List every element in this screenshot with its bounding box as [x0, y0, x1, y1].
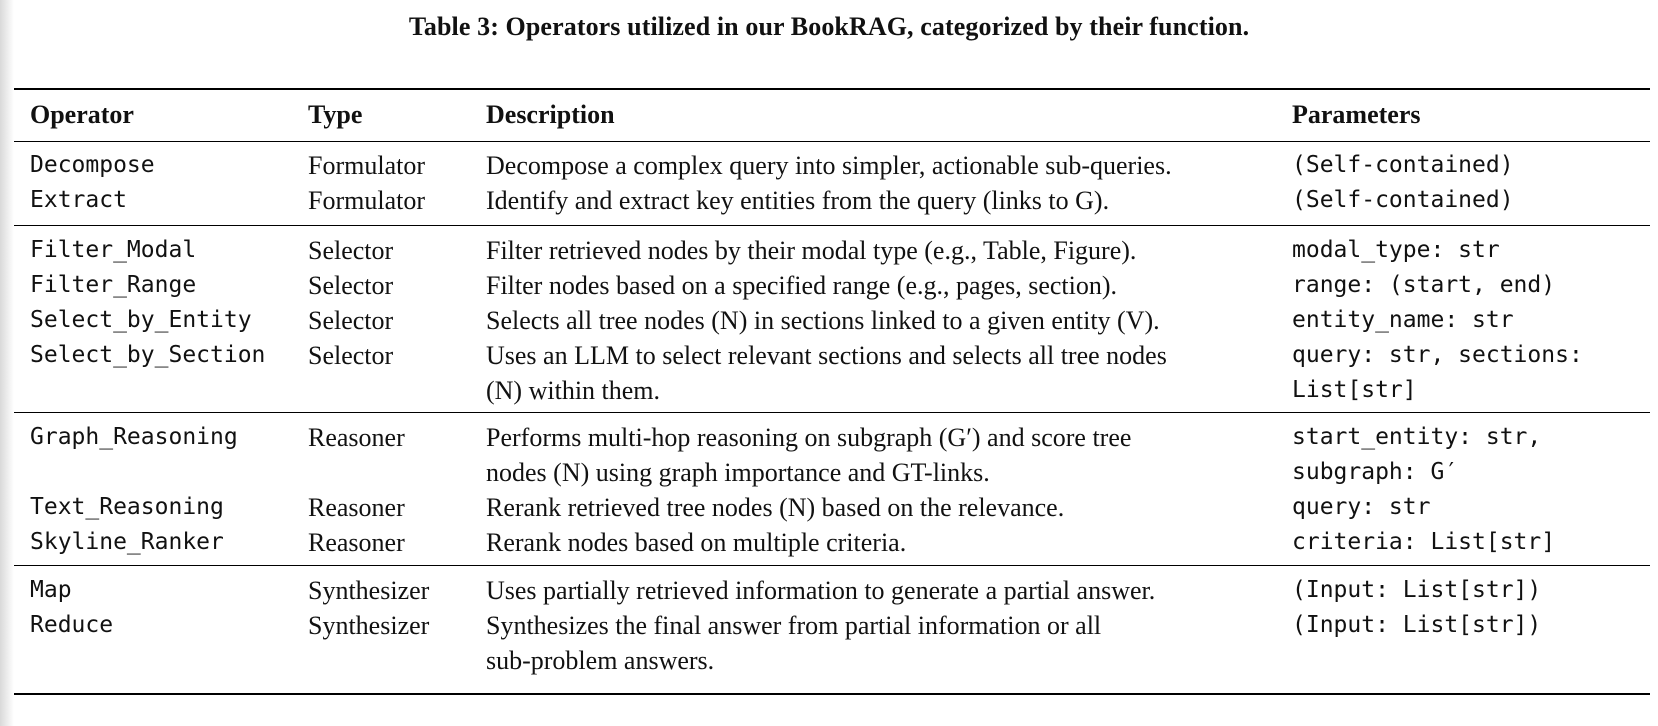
operator-name: Graph_Reasoning: [30, 424, 238, 450]
operator-parameters: (Self-contained): [1292, 187, 1514, 213]
operator-type: Selector: [308, 236, 394, 265]
operator-name: Text_Reasoning: [30, 494, 224, 520]
operator-name: Select_by_Section: [30, 342, 266, 368]
operator-type: Synthesizer: [308, 576, 430, 605]
header-operator: Operator: [30, 100, 134, 129]
operator-parameters: start_entity: str,: [1292, 424, 1542, 450]
operator-parameters: List[str]: [1292, 377, 1417, 403]
operator-parameters: query: str: [1292, 494, 1431, 520]
operator-description: Rerank retrieved tree nodes (N) based on the relevance.: [486, 493, 1065, 522]
operator-parameters: (Input: List[str]): [1292, 612, 1542, 638]
operator-description: (N) within them.: [486, 376, 661, 405]
operator-description: Selects all tree nodes (N) in sections linked to a given entity (V).: [486, 306, 1160, 335]
operator-name: Reduce: [30, 612, 114, 638]
operator-description: Uses an LLM to select relevant sections and selects all tree nodes: [486, 341, 1167, 370]
operator-type: Reasoner: [308, 493, 405, 522]
operator-description: Filter retrieved nodes by their modal type (e.g., Table, Figure).: [486, 236, 1137, 265]
operator-description: Performs multi-hop reasoning on subgraph (G′) and score tree: [486, 423, 1132, 452]
operator-description: Decompose a complex query into simpler, actionable sub-queries.: [486, 151, 1172, 180]
operator-name: Decompose: [30, 152, 155, 178]
top-rule: [14, 88, 1650, 90]
operator-name: Map: [30, 577, 72, 603]
bottom-rule: [14, 693, 1650, 695]
operator-parameters: modal_type: str: [1292, 237, 1500, 263]
header-description: Description: [486, 100, 615, 129]
operator-description: Uses partially retrieved information to generate a partial answer.: [486, 576, 1156, 605]
operator-description: Filter nodes based on a specified range (e.g., pages, section).: [486, 271, 1118, 300]
operator-description: Rerank nodes based on multiple criteria.: [486, 528, 907, 557]
operator-type: Reasoner: [308, 423, 405, 452]
operator-parameters: range: (start, end): [1292, 272, 1556, 298]
operator-type: Selector: [308, 341, 394, 370]
operator-name: Filter_Range: [30, 272, 197, 298]
operator-name: Filter_Modal: [30, 237, 197, 263]
operator-name: Extract: [30, 187, 127, 213]
group-rule: [14, 412, 1650, 413]
operator-name: Select_by_Entity: [30, 307, 252, 333]
operator-parameters: (Self-contained): [1292, 152, 1514, 178]
operator-parameters: entity_name: str: [1292, 307, 1514, 333]
table-caption: Table 3: Operators utilized in our BookRAG, categorized by their function.: [408, 12, 1250, 41]
operator-description: nodes (N) using graph importance and GT-links.: [486, 458, 990, 487]
operator-name: Skyline_Ranker: [30, 529, 224, 555]
operator-type: Synthesizer: [308, 611, 430, 640]
operator-description: Synthesizes the final answer from partial information or all: [486, 611, 1102, 640]
group-rule: [14, 565, 1650, 566]
operator-type: Selector: [308, 306, 394, 335]
operator-description: sub-problem answers.: [486, 646, 715, 675]
operator-type: Formulator: [308, 186, 425, 215]
header-parameters: Parameters: [1292, 100, 1421, 129]
operator-description: Identify and extract key entities from the query (links to G).: [486, 186, 1110, 215]
operator-parameters: (Input: List[str]): [1292, 577, 1542, 603]
group-rule: [14, 225, 1650, 226]
operator-parameters: query: str, sections:: [1292, 342, 1583, 368]
operator-type: Formulator: [308, 151, 425, 180]
page-edge-shadow: [0, 0, 14, 726]
operator-parameters: subgraph: G′: [1292, 459, 1459, 485]
header-rule: [14, 141, 1650, 142]
operator-type: Reasoner: [308, 528, 405, 557]
operator-type: Selector: [308, 271, 394, 300]
header-type: Type: [308, 100, 363, 129]
operator-parameters: criteria: List[str]: [1292, 529, 1556, 555]
